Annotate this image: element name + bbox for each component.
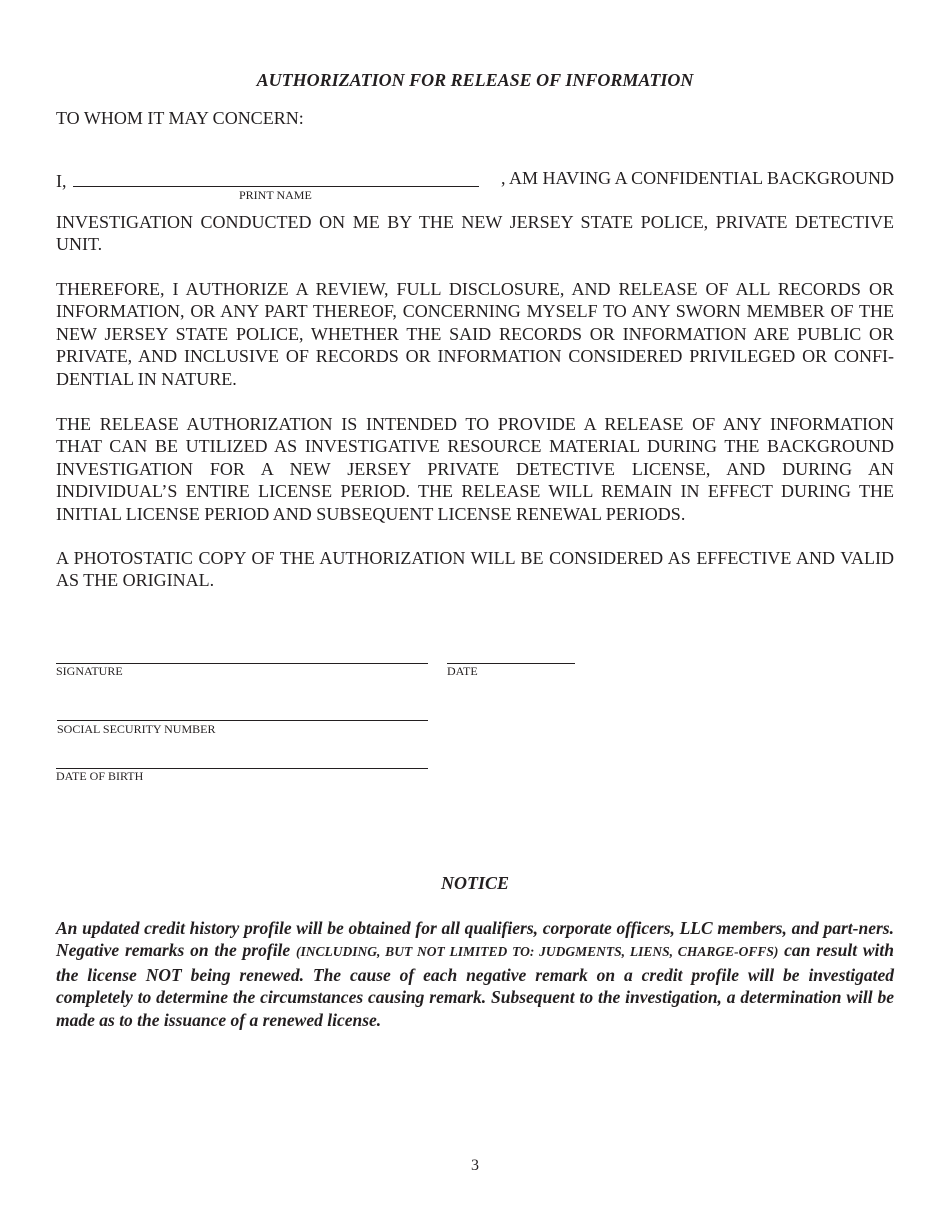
salutation: TO WHOM IT MAY CONCERN: <box>56 108 304 128</box>
name-suffix: , AM HAVING A CONFIDENTIAL BACKGROUND <box>500 168 894 188</box>
dob-label: DATE OF BIRTH <box>56 769 144 783</box>
date-label: DATE <box>447 664 478 678</box>
paragraph-investigation: INVESTIGATION CONDUCTED ON ME BY THE NEW JERSEY STATE POLICE, PRIVATE DETECTIVE UNIT. <box>56 212 894 255</box>
ssn-label: SOCIAL SECURITY NUMBER <box>57 722 216 736</box>
print-name-field[interactable] <box>73 167 479 187</box>
paragraph-authorization: THEREFORE, I AUTHORIZE A REVIEW, FULL DISCLOSURE, AND RELEASE OF ALL RECORDS OR INFORMATION, OR ANY PART THEREOF, CONCERNING MYSELF TO ANY SWORN MEMBER OF THE NEW JERSEY STATE POLICE, WHETHER THE SAID RECORDS OR INFORMATION ARE PUBLIC OR PRIVATE, AND INCLUSIVE OF RECORDS OR INFORMATION CONSIDERED PRIVILEGED OR CONFI-DENTIAL IN NATURE. <box>56 279 894 389</box>
document-title: AUTHORIZATION FOR RELEASE OF INFORMATION <box>256 70 694 90</box>
paragraph-photostatic-copy: A PHOTOSTATIC COPY OF THE AUTHORIZATION WILL BE CONSIDERED AS EFFECTIVE AND VALID AS THE ORIGINAL. <box>56 548 894 591</box>
name-prefix: I, <box>56 171 67 191</box>
notice-title: NOTICE <box>440 873 509 893</box>
page-number: 3 <box>471 1157 479 1174</box>
notice-text-parenthetical: (INCLUDING, BUT NOT LIMITED TO: JUDGMENTS, LIENS, CHARGE-OFFS) <box>296 944 779 960</box>
notice-text-before: An updated credit history profile will be obtained for all qualifiers, corporate officers, LLC members, and part-ners. Negative remarks on the profile <box>56 918 894 961</box>
name-line-row <box>56 167 894 192</box>
paragraph-release-intent: THE RELEASE AUTHORIZATION IS INTENDED TO PROVIDE A RELEASE OF ANY INFORMATION THAT CAN BE UTILIZED AS INVESTIGATIVE RESOURCE MATERIAL DURING THE BACKGROUND INVESTIGATION FOR A NEW JERSEY PRIVATE DETECTIVE LICENSE, AND DURING AN INDIVIDUAL’S ENTIRE LICENSE PERIOD. THE RELEASE WILL REMAIN IN EFFECT DURING THE INITIAL LICENSE PERIOD AND SUBSEQUENT LICENSE RENEWAL PERIODS. <box>56 414 894 524</box>
notice-text-after: can result with the license NOT being renewed. The cause of each negative remark on a credit profile will be investigated completely to determine the circumstances causing remark. Subsequent to the investigation, a determination will be made as to the issuance of a renewed license. <box>56 940 894 1030</box>
notice-body <box>56 917 894 1031</box>
print-name-label: PRINT NAME <box>239 188 312 202</box>
ssn-field[interactable] <box>57 720 428 721</box>
signature-label: SIGNATURE <box>56 664 123 678</box>
